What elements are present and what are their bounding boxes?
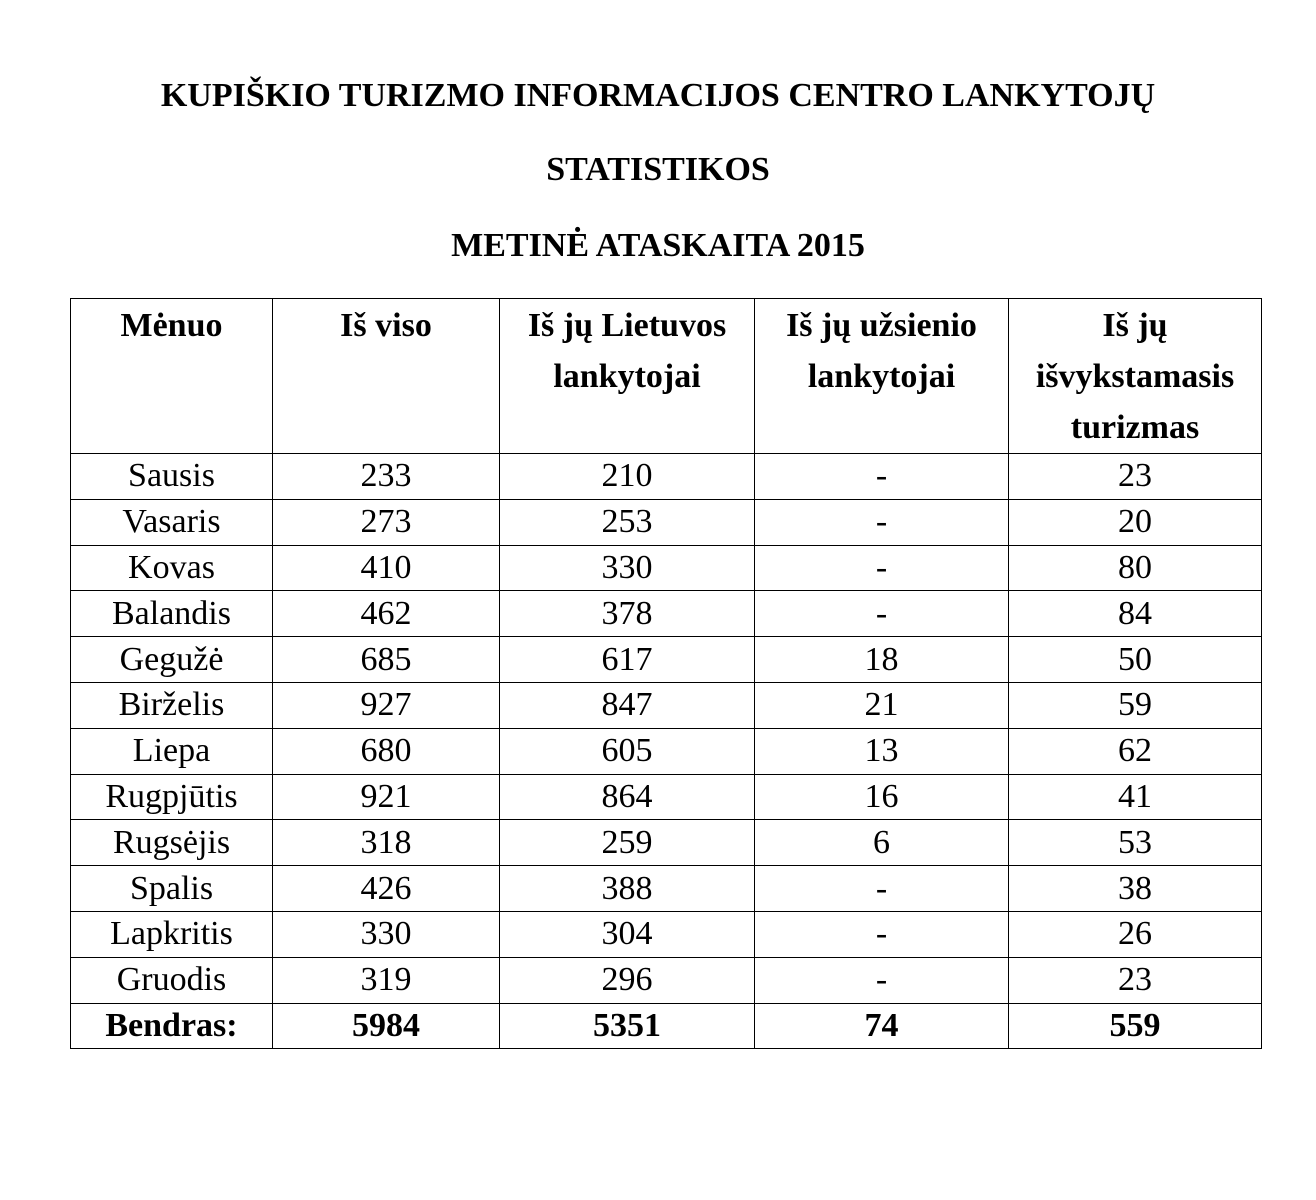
cell-outbound: 62 <box>1009 728 1262 774</box>
cell-outbound: 41 <box>1009 774 1262 820</box>
cell-month: Spalis <box>71 866 273 912</box>
cell-total: 921 <box>273 774 500 820</box>
cell-foreign: - <box>755 591 1009 637</box>
cell-outbound: 53 <box>1009 820 1262 866</box>
cell-month: Sausis <box>71 454 273 500</box>
cell-outbound: 38 <box>1009 866 1262 912</box>
cell-lithuanian: 847 <box>500 682 755 728</box>
cell-month: Gruodis <box>71 957 273 1003</box>
cell-total: 319 <box>273 957 500 1003</box>
cell-lithuanian: 304 <box>500 911 755 957</box>
total-lithuanian: 5351 <box>500 1003 755 1049</box>
header-lithuanian-visitors: Iš jų Lietuvos lankytojai <box>500 299 755 454</box>
cell-foreign: 13 <box>755 728 1009 774</box>
cell-foreign: - <box>755 957 1009 1003</box>
table-row <box>71 911 1262 957</box>
cell-foreign: - <box>755 545 1009 591</box>
cell-lithuanian: 864 <box>500 774 755 820</box>
table-row <box>71 499 1262 545</box>
cell-month: Kovas <box>71 545 273 591</box>
cell-total: 273 <box>273 499 500 545</box>
cell-foreign: 6 <box>755 820 1009 866</box>
visitor-statistics-table <box>70 298 1262 1049</box>
cell-month: Liepa <box>71 728 273 774</box>
cell-outbound: 23 <box>1009 454 1262 500</box>
cell-total: 462 <box>273 591 500 637</box>
table-row <box>71 866 1262 912</box>
cell-total: 410 <box>273 545 500 591</box>
document-title-line-1: KUPIŠKIO TURIZMO INFORMACIJOS CENTRO LANKYTOJŲ <box>160 77 1156 114</box>
cell-lithuanian: 210 <box>500 454 755 500</box>
cell-outbound: 59 <box>1009 682 1262 728</box>
cell-total: 680 <box>273 728 500 774</box>
cell-foreign: 16 <box>755 774 1009 820</box>
header-month: Mėnuo <box>71 299 273 454</box>
cell-outbound: 23 <box>1009 957 1262 1003</box>
cell-outbound: 84 <box>1009 591 1262 637</box>
table-row <box>71 545 1262 591</box>
total-all: 5984 <box>273 1003 500 1049</box>
table-row <box>71 774 1262 820</box>
cell-lithuanian: 617 <box>500 637 755 683</box>
header-foreign-visitors: Iš jų užsienio lankytojai <box>755 299 1009 454</box>
table-row <box>71 957 1262 1003</box>
document-title-line-2: STATISTIKOS <box>546 151 770 188</box>
cell-month: Birželis <box>71 682 273 728</box>
cell-month: Rugsėjis <box>71 820 273 866</box>
cell-total: 426 <box>273 866 500 912</box>
table-row <box>71 454 1262 500</box>
cell-foreign: 21 <box>755 682 1009 728</box>
cell-total: 318 <box>273 820 500 866</box>
header-outbound-tourism: Iš jų išvykstamasis turizmas <box>1009 299 1262 454</box>
total-label: Bendras: <box>71 1003 273 1049</box>
cell-lithuanian: 378 <box>500 591 755 637</box>
cell-foreign: - <box>755 866 1009 912</box>
cell-month: Rugpjūtis <box>71 774 273 820</box>
table-row <box>71 728 1262 774</box>
cell-lithuanian: 253 <box>500 499 755 545</box>
table-row <box>71 820 1262 866</box>
table-row <box>71 682 1262 728</box>
table-row <box>71 637 1262 683</box>
header-total: Iš viso <box>273 299 500 454</box>
cell-lithuanian: 388 <box>500 866 755 912</box>
cell-foreign: - <box>755 911 1009 957</box>
table-header-row <box>71 299 1262 454</box>
total-outbound: 559 <box>1009 1003 1262 1049</box>
cell-lithuanian: 259 <box>500 820 755 866</box>
cell-foreign: - <box>755 454 1009 500</box>
cell-total: 927 <box>273 682 500 728</box>
cell-outbound: 80 <box>1009 545 1262 591</box>
cell-lithuanian: 605 <box>500 728 755 774</box>
table-total-row <box>71 1003 1262 1049</box>
cell-outbound: 20 <box>1009 499 1262 545</box>
cell-foreign: 18 <box>755 637 1009 683</box>
cell-foreign: - <box>755 499 1009 545</box>
cell-outbound: 50 <box>1009 637 1262 683</box>
cell-month: Balandis <box>71 591 273 637</box>
cell-month: Gegužė <box>71 637 273 683</box>
total-foreign: 74 <box>755 1003 1009 1049</box>
cell-total: 685 <box>273 637 500 683</box>
table-row <box>71 591 1262 637</box>
cell-total: 330 <box>273 911 500 957</box>
cell-month: Vasaris <box>71 499 273 545</box>
cell-total: 233 <box>273 454 500 500</box>
cell-month: Lapkritis <box>71 911 273 957</box>
cell-lithuanian: 296 <box>500 957 755 1003</box>
document-subtitle: METINĖ ATASKAITA 2015 <box>451 227 865 264</box>
cell-lithuanian: 330 <box>500 545 755 591</box>
cell-outbound: 26 <box>1009 911 1262 957</box>
